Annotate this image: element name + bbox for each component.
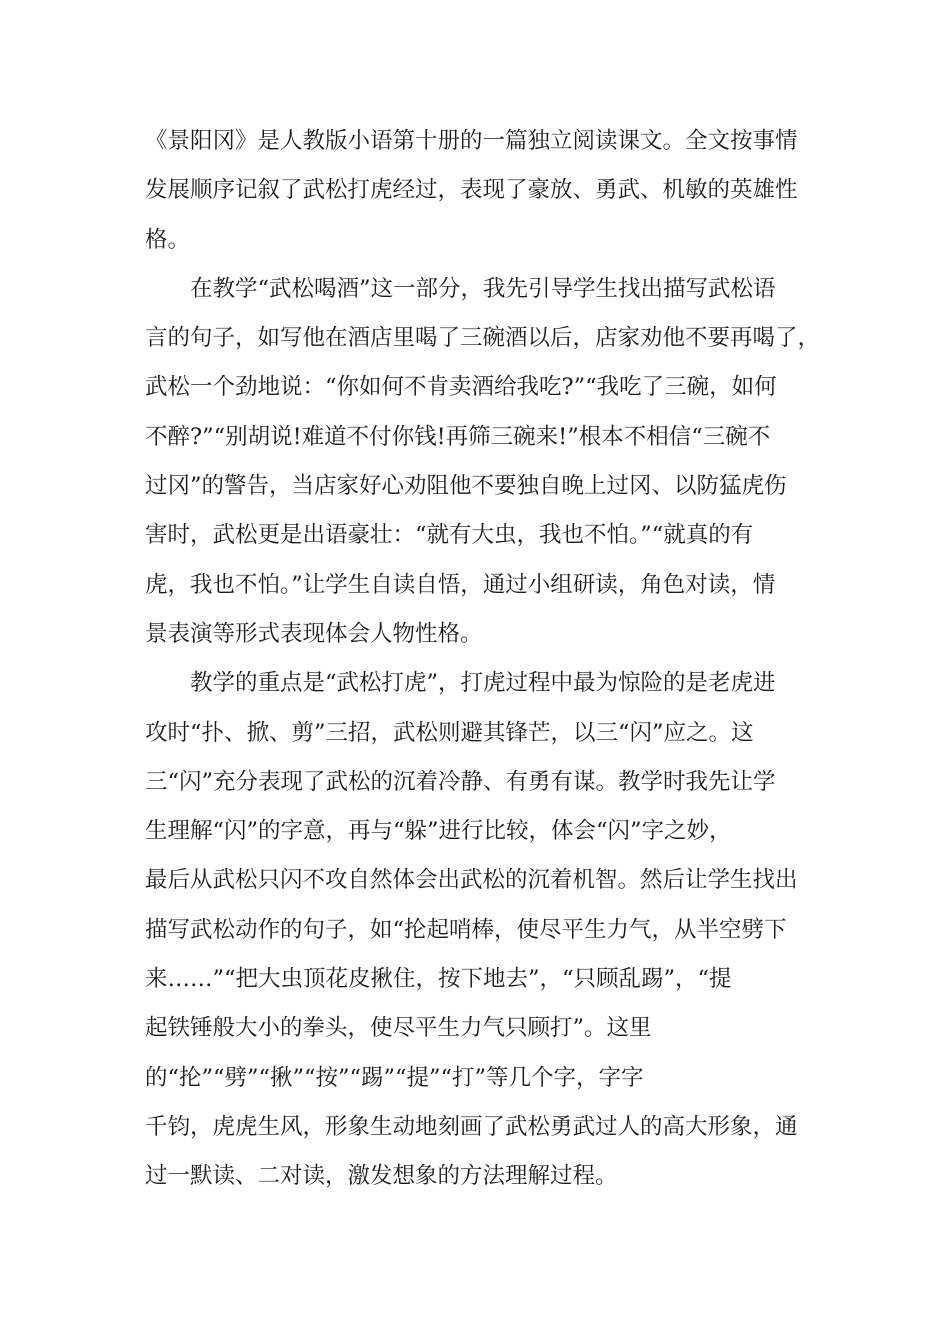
paragraph-3-line-10: 千钧，虎虎生风，形象生动地刻画了武松勇武过人的高大形象，通 xyxy=(145,1113,798,1140)
paragraph-3-line-5: 最后从武松只闪不攻自然体会出武松的沉着机智。然后让学生找出 xyxy=(145,867,798,894)
document-body xyxy=(145,117,821,1202)
paragraph-3-line-6: 描写武松动作的句子，如“抡起哨棒，使尽平生力气，从半空劈下 xyxy=(145,916,787,943)
paragraph-1-line-2: 发展顺序记叙了武松打虎经过，表现了豪放、勇武、机敏的英雄性 xyxy=(145,177,798,204)
paragraph-2-line-4: 不醉?”“别胡说!难道不付你钱!再筛三碗来!”根本不相信“三碗不 xyxy=(145,423,771,450)
paragraph-1-line-1: 《景阳冈》是人教版小语第十册的一篇独立阅读课文。全文按事情 xyxy=(145,128,798,154)
paragraph-3-line-1: 教学的重点是“武松打虎”，打虎过程中最为惊险的是老虎进 xyxy=(190,670,776,697)
paragraph-3-line-9: 的“抡”“劈”“揪”“按”“踢”“提”“打”等几个字，字字 xyxy=(145,1064,644,1091)
paragraph-2-line-2: 言的句子，如写他在酒店里喝了三碗酒以后，店家劝他不要再喝了， xyxy=(145,325,821,352)
paragraph-2-line-7: 虎，我也不怕。”让学生自读自悟，通过小组研读，角色对读，情 xyxy=(145,571,776,598)
paragraph-1-line-3: 格。 xyxy=(145,226,191,253)
paragraph-3-line-4: 生理解“闪”的字意，再与“躲”进行比较，体会“闪”字之妙， xyxy=(145,818,732,845)
paragraph-2-line-6: 害时，武松更是出语豪壮：“就有大虫，我也不怕。”“就真的有 xyxy=(145,522,754,549)
paragraph-3-line-8: 起铁锤般大小的拳头，使尽平生力气只顾打”。这里 xyxy=(145,1015,652,1042)
paragraph-3-line-11: 过一默读、二对读，激发想象的方法理解过程。 xyxy=(145,1163,618,1190)
paragraph-2-line-8: 景表演等形式表现体会人物性格。 xyxy=(145,620,483,647)
paragraph-3-line-7: 来……”“把大虫顶花皮揪住，按下地去”，“只顾乱踢”，“提 xyxy=(145,966,732,993)
paragraph-3-line-2: 攻时“扑、掀、剪”三招，武松则避其锋芒，以三“闪”应之。这 xyxy=(145,719,754,746)
paragraph-2-line-5: 过冈”的警告，当店家好心劝阻他不要独自晚上过冈、以防猛虎伤 xyxy=(145,473,787,500)
paragraph-2-line-3: 武松一个劲地说：“你如何不肯卖酒给我吃?”“我吃了三碗，如何 xyxy=(145,374,777,401)
paragraph-2-line-1: 在教学“武松喝酒”这一部分，我先引导学生找出描写武松语 xyxy=(190,275,776,302)
paragraph-3-line-3: 三“闪”充分表现了武松的沉着冷静、有勇有谋。教学时我先让学 xyxy=(145,768,776,795)
